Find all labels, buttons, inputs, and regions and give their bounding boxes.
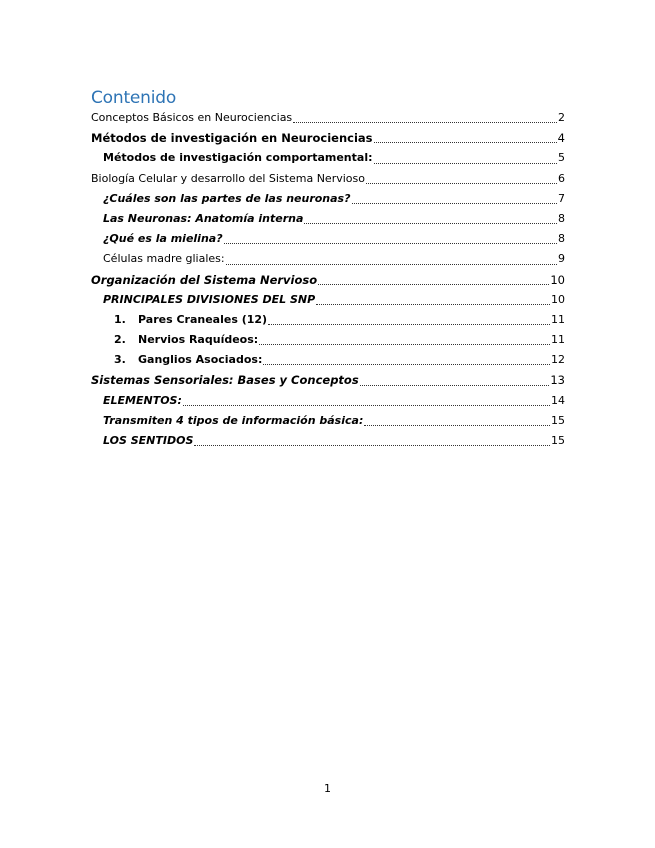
toc-entry-page: 13 [550,373,565,388]
dot-leader [316,303,550,305]
dot-leader [259,343,550,345]
toc-entry[interactable] [91,310,565,330]
toc-entry-page: 7 [558,191,565,205]
dot-leader [268,323,550,325]
table-of-contents [91,108,565,451]
toc-entry-label: Ganglios Asociados: [138,353,263,367]
dot-leader [226,263,557,265]
dot-leader [366,182,557,184]
toc-entry[interactable] [91,128,565,148]
toc-entry-page: 6 [558,171,565,185]
toc-entry[interactable] [91,229,565,249]
toc-entry-label: LOS SENTIDOS [103,434,194,447]
toc-entry-number: 3. [114,353,126,367]
dot-leader [293,121,557,123]
toc-entry-page: 15 [551,413,565,427]
toc-entry[interactable] [91,391,565,411]
dot-leader [224,242,557,244]
toc-entry-label: Células madre gliales: [103,252,225,266]
toc-entry-label: ELEMENTOS: [103,393,182,407]
toc-entry-label: Pares Craneales (12) [138,312,268,326]
toc-entry-page: 5 [558,151,565,165]
toc-entry-page: 10 [550,272,565,287]
toc-entry-label: Métodos de investigación en Neurociencias [91,131,373,146]
toc-entry-page: 14 [551,393,565,407]
dot-leader [374,162,558,164]
toc-entry-page: 8 [558,211,565,225]
toc-entry-page: 9 [558,252,565,266]
toc-entry[interactable] [91,270,565,290]
toc-entry-label: Transmiten 4 tipos de información básica: [103,413,364,427]
toc-entry[interactable] [91,370,565,390]
toc-entry[interactable] [91,209,565,229]
toc-entry-label: ¿Qué es la mielina? [103,232,223,246]
toc-entry[interactable] [91,169,565,189]
toc-entry-page: 15 [551,434,565,447]
toc-entry-number: 1. [114,312,126,326]
toc-entry[interactable] [91,108,565,128]
toc-entry[interactable] [91,350,565,370]
toc-entry[interactable] [91,148,565,168]
toc-entry-label: Las Neuronas: Anatomía interna [103,211,304,225]
toc-entry-page: 10 [551,292,565,306]
toc-entry[interactable] [91,189,565,209]
dot-leader [352,202,558,204]
dot-leader [183,404,550,406]
dot-leader [360,384,550,386]
toc-entry-label: Conceptos Básicos en Neurociencias [91,111,293,124]
toc-title: Contenido [91,88,177,108]
toc-entry[interactable] [91,290,565,310]
dot-leader [194,444,550,446]
dot-leader [263,363,550,365]
dot-leader [374,141,557,143]
toc-entry-page: 11 [551,333,565,347]
dot-leader [364,424,550,426]
page-number: 1 [324,782,331,795]
toc-entry-page: 11 [551,312,565,326]
toc-entry[interactable] [91,249,565,269]
toc-entry-label: Métodos de investigación comportamental: [103,151,373,165]
dot-leader [304,222,557,224]
toc-entry-number: 2. [114,333,126,347]
toc-entry-label: PRINCIPALES DIVISIONES DEL SNP [103,292,316,306]
toc-entry[interactable] [91,411,565,431]
toc-entry-label: Biología Celular y desarrollo del Sistema Nervioso [91,171,365,185]
toc-entry-label: Organización del Sistema Nervioso [91,272,318,287]
toc-entry-label: Nervios Raquídeos: [138,333,259,347]
dot-leader [318,283,549,285]
toc-entry-page: 12 [551,353,565,367]
toc-entry-page: 2 [558,111,565,124]
toc-entry[interactable] [91,431,565,451]
toc-entry-page: 8 [558,232,565,246]
toc-entry[interactable] [91,330,565,350]
toc-entry-label: ¿Cuáles son las partes de las neuronas? [103,191,351,205]
toc-entry-label: Sistemas Sensoriales: Bases y Conceptos [91,373,359,388]
toc-entry-page: 4 [557,131,565,146]
